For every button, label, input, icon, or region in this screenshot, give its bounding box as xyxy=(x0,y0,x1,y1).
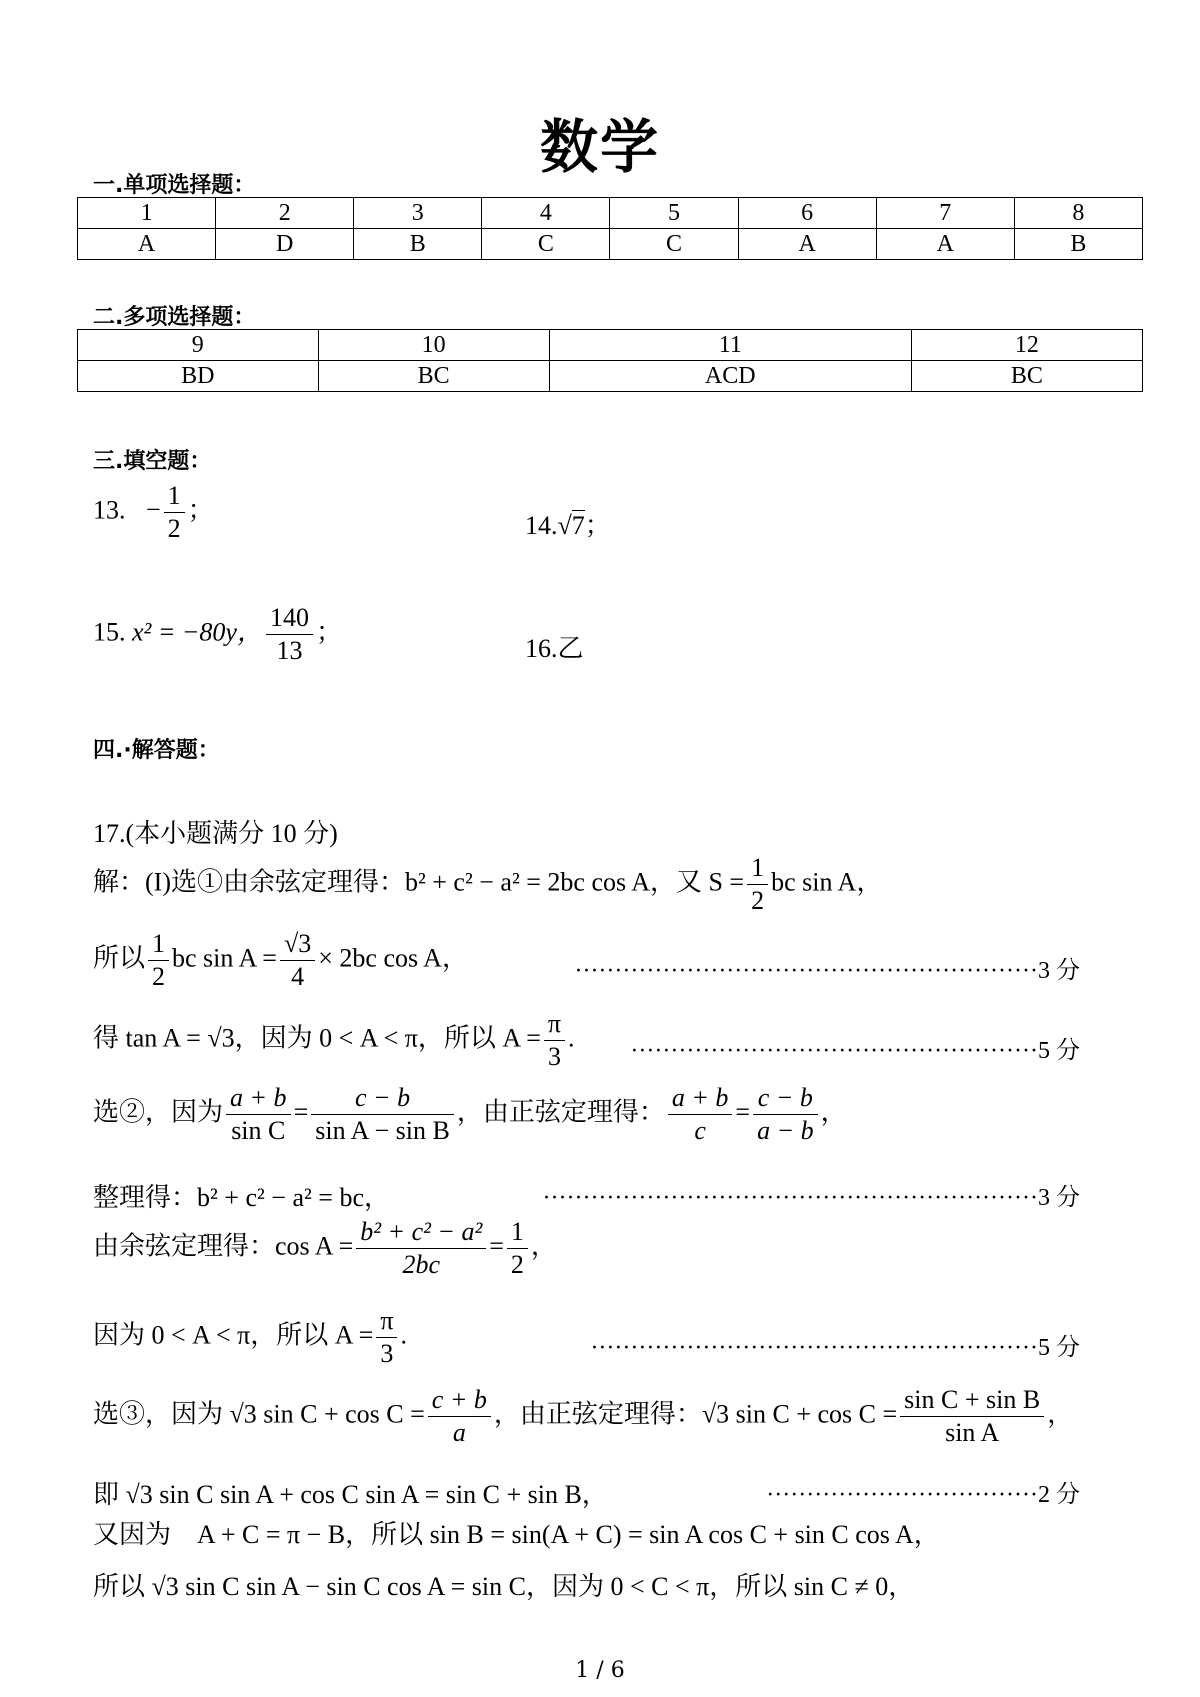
text: ， xyxy=(1047,1399,1074,1429)
answer-cell: BC xyxy=(318,361,549,392)
q17-line-9 xyxy=(93,1474,1140,1511)
denominator: 3 xyxy=(547,1042,561,1071)
answer-cell: C xyxy=(610,229,738,260)
fill-answer-16 xyxy=(525,628,825,665)
denominator: sin C xyxy=(231,1116,286,1145)
q17-line-11: 所以 √3 sin C sin A − sin C cos A = sin C，因为 0 < C < π，所以 sin C ≠ 0， xyxy=(93,1572,915,1601)
denominator: 2 xyxy=(167,514,181,543)
fill-answer-14 xyxy=(525,505,825,542)
score-leader: ························································5 分 xyxy=(590,1335,1080,1361)
score-label: 5 分 xyxy=(1038,1038,1080,1064)
score-leader: ······························································3 分 xyxy=(542,1185,1080,1211)
numerator: sin C + sin B xyxy=(900,1384,1044,1417)
denominator: 2 xyxy=(510,1250,524,1279)
page-title: 数学 xyxy=(539,113,660,181)
table-row xyxy=(78,229,1143,260)
q17-line-8 xyxy=(93,1384,1140,1449)
text: 即 √3 sin C sin A + cos C sin A = sin C + sin B， xyxy=(93,1480,608,1509)
numerator: 1 xyxy=(747,852,768,885)
text: 解：(I)选①由余弦定理得：b² + c² − a² = 2bc cos A，又 S = xyxy=(93,867,745,897)
answer-cell: BC xyxy=(911,361,1142,392)
punctuation: ； xyxy=(315,617,342,647)
text: bc sin A = xyxy=(172,943,277,973)
text: 由余弦定理得：cos A = xyxy=(93,1231,354,1261)
q17-line-6: 由余弦定理得：cos A = $\frac{\text{b² + c² − a²}}{2bc}$ = $\frac{1}{2}$ ， xyxy=(93,1217,557,1279)
question-number: 10 xyxy=(318,330,549,361)
answer-cell: C xyxy=(482,229,610,260)
question-number: 1 xyxy=(78,198,216,229)
numerator: c + b xyxy=(428,1384,491,1417)
denominator: 13 xyxy=(276,636,303,665)
multi-choice-answer-table xyxy=(77,329,1143,392)
answer-cell: A xyxy=(738,229,876,260)
numerator: 140 xyxy=(266,602,313,635)
answer-value: 乙 xyxy=(557,634,584,663)
answer-cell: A xyxy=(876,229,1014,260)
numerator: b² + c² − a² xyxy=(356,1216,486,1249)
text: = xyxy=(735,1097,751,1127)
sqrt-icon: √ xyxy=(557,511,572,540)
answer-cell: ACD xyxy=(549,361,911,392)
question-number: 5 xyxy=(610,198,738,229)
question-number: 4 xyxy=(482,198,610,229)
q17-line-4 xyxy=(93,1082,1140,1147)
fraction xyxy=(266,602,313,667)
q17-header: 17.(本小题满分 10 分) xyxy=(93,819,338,848)
section-heading-fill-blank: 三.填空题： xyxy=(93,449,212,474)
text: 得 tan A = √3，因为 0 < A < π，所以 A = xyxy=(93,1023,541,1053)
radicand: 7 xyxy=(571,511,585,540)
score-label: 5 分 xyxy=(1038,1335,1080,1361)
answer-cell: D xyxy=(216,229,354,260)
denominator: 2bc xyxy=(402,1250,441,1279)
text: bc sin A， xyxy=(771,867,883,897)
numerator: a + b xyxy=(668,1082,733,1115)
text: ， xyxy=(530,1231,557,1261)
text: ，由正弦定理得： xyxy=(456,1097,665,1127)
q17-line-7 xyxy=(93,1305,1140,1370)
table-row xyxy=(78,330,1143,361)
question-number: 6 xyxy=(738,198,876,229)
equation: x² = −80y， xyxy=(132,617,263,647)
fill-answer-15 xyxy=(93,602,493,667)
denominator: a xyxy=(452,1418,466,1447)
denominator: 2 xyxy=(152,962,166,991)
section-heading-solutions: 四.·解答题： xyxy=(93,738,220,763)
answer-cell: A xyxy=(78,229,216,260)
question-number: 7 xyxy=(876,198,1014,229)
table-row xyxy=(78,361,1143,392)
text: = xyxy=(293,1097,309,1127)
question-number: 8 xyxy=(1014,198,1142,229)
numerator: 1 xyxy=(164,480,185,513)
q17-line-2 xyxy=(93,928,1140,993)
answer-cell: B xyxy=(1014,229,1142,260)
score-leader: ··························································3 分 xyxy=(574,958,1080,984)
question-label: 14. xyxy=(525,511,558,540)
question-label: 16. xyxy=(525,634,558,663)
denominator: 3 xyxy=(380,1339,394,1368)
question-number: 12 xyxy=(911,330,1142,361)
page-number: 1 / 6 xyxy=(575,1658,625,1683)
minus-sign: − xyxy=(146,495,161,525)
q17-line-5 xyxy=(93,1177,1140,1214)
fill-answer-13 xyxy=(93,480,493,545)
numerator: c − b xyxy=(753,1082,818,1115)
score-leader: ··································2 分 xyxy=(766,1482,1080,1508)
text: 所以 xyxy=(93,943,146,973)
denominator: sin A xyxy=(945,1418,1000,1447)
numerator: √3 xyxy=(280,928,315,961)
text: . xyxy=(568,1023,575,1053)
text: 选③，因为 √3 sin C + cos C = xyxy=(93,1399,425,1429)
text: ，由正弦定理得：√3 sin C + cos C = xyxy=(493,1399,898,1429)
text: × 2bc cos A， xyxy=(318,943,468,973)
denominator: a − b xyxy=(757,1116,814,1145)
question-label: 15. xyxy=(93,617,126,647)
question-label: 13. xyxy=(93,495,126,525)
score-label: 3 分 xyxy=(1038,958,1080,984)
text: 整理得：b² + c² − a² = bc， xyxy=(93,1183,390,1212)
numerator: a + b xyxy=(226,1082,291,1115)
text: 因为 0 < A < π，所以 A = xyxy=(93,1320,374,1350)
text: . xyxy=(400,1320,407,1350)
answer-cell: B xyxy=(354,229,482,260)
denominator: c xyxy=(694,1116,706,1145)
denominator: sin A − sin B xyxy=(315,1116,450,1145)
numerator: 1 xyxy=(507,1216,528,1249)
punctuation: ； xyxy=(187,495,214,525)
score-label: 2 分 xyxy=(1038,1482,1080,1508)
question-number: 2 xyxy=(216,198,354,229)
score-leader: ···················································5 分 xyxy=(630,1038,1080,1064)
question-number: 9 xyxy=(78,330,319,361)
section-heading-multi-choice: 二.多项选择题： xyxy=(93,305,256,330)
numerator: π xyxy=(376,1305,397,1338)
numerator: 1 xyxy=(148,928,169,961)
punctuation: ； xyxy=(584,511,611,540)
q17-line-10: 又因为 A + C = π − B，所以 sin B = sin(A + C) = sin A cos C + sin C cos A， xyxy=(93,1520,940,1549)
question-number: 11 xyxy=(549,330,911,361)
score-label: 3 分 xyxy=(1038,1185,1080,1211)
text: 选②，因为 xyxy=(93,1097,224,1127)
question-number: 3 xyxy=(354,198,482,229)
denominator: 4 xyxy=(291,962,305,991)
denominator: 2 xyxy=(751,886,765,915)
table-row xyxy=(78,198,1143,229)
q17-line-1 xyxy=(93,852,1140,917)
fraction xyxy=(164,480,185,545)
numerator: π xyxy=(544,1008,565,1041)
text: ， xyxy=(820,1097,847,1127)
section-heading-single-choice: 一.单项选择题： xyxy=(93,173,256,198)
numerator: c − b xyxy=(311,1082,454,1115)
answer-cell: BD xyxy=(78,361,319,392)
q17-line-3 xyxy=(93,1008,1140,1073)
single-choice-answer-table xyxy=(77,197,1143,260)
